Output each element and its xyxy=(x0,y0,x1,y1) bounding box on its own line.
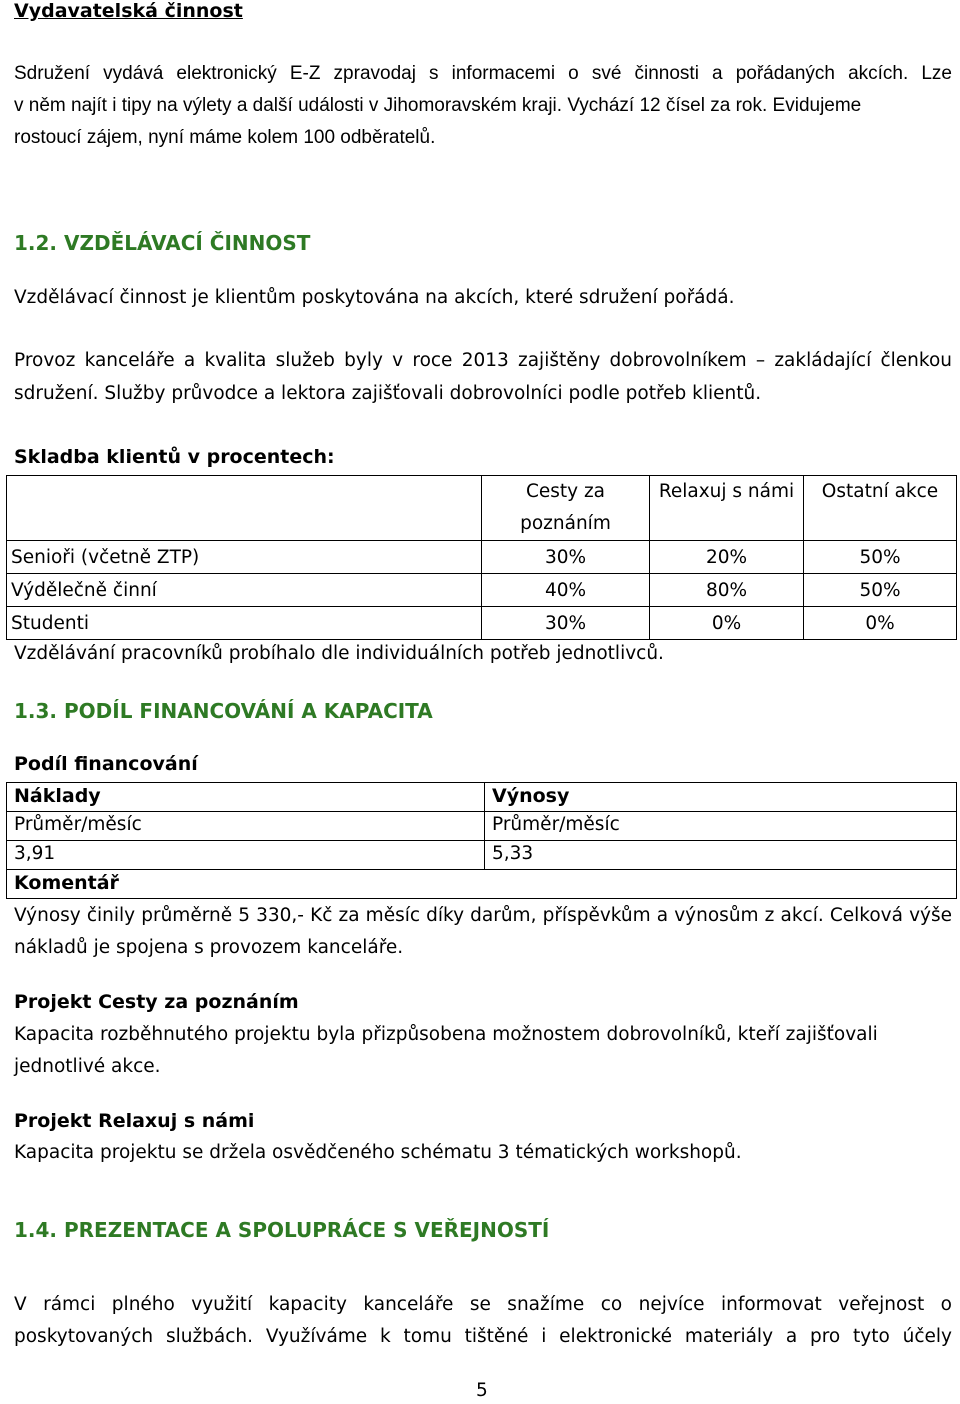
section-title-publishing: Vydavatelská činnost xyxy=(14,0,243,22)
header-cell-cesty xyxy=(482,476,650,541)
header-cesty-line-1: Cesty za xyxy=(525,481,606,502)
finance-grid-line xyxy=(6,898,957,899)
client-composition-table xyxy=(6,475,957,640)
cell-value: 0% xyxy=(650,607,804,640)
finance-grid-line xyxy=(6,869,957,870)
publishing-line-1: Sdružení vydává elektronický E-Z zpravodaj s informacemi o své činnosti a pořádaných akcích. Lze xyxy=(14,63,952,84)
header-cesty-line-2: poznáním xyxy=(520,513,611,534)
comment-label: Komentář xyxy=(14,872,119,894)
table-row xyxy=(7,607,957,640)
cell-value: 30% xyxy=(482,607,650,640)
financing-subheading: Podíl financování xyxy=(14,753,198,775)
comment-line-1: Výnosy činily průměrně 5 330,- Kč za měsíc díky darům, příspěvkům a výnosům z akcí. Celková výše xyxy=(14,905,952,926)
cell-value: 30% xyxy=(482,541,650,574)
education-para-2-line-2: sdružení. Služby průvodce a lektora zajišťovali dobrovolníci podle potřeb klientů. xyxy=(14,383,762,404)
row-label: Výdělečně činní xyxy=(7,574,482,607)
publishing-line-2: v něm najít i tipy na výlety a další události v Jihomoravském kraji. Vychází 12 čísel za rok. Evidujeme xyxy=(14,95,862,116)
project-2-title: Projekt Relaxuj s námi xyxy=(14,1110,255,1132)
cell-value: 20% xyxy=(650,541,804,574)
project-1-title: Projekt Cesty za poznáním xyxy=(14,991,299,1013)
finance-grid-line xyxy=(6,840,957,841)
table-row xyxy=(7,574,957,607)
page-number: 5 xyxy=(476,1380,488,1401)
heading-presentation: 1.4. PREZENTACE A SPOLUPRÁCE S VEŘEJNOSTÍ xyxy=(14,1218,550,1242)
finance-grid-line xyxy=(484,782,485,869)
project-1-line-1: Kapacita rozběhnutého projektu byla přizpůsobena možnostem dobrovolníků, kteří zajišťovali xyxy=(14,1024,878,1045)
cell-value: 50% xyxy=(804,541,957,574)
table-title: Skladba klientů v procentech: xyxy=(14,446,335,468)
revenue-value: 5,33 xyxy=(492,843,534,864)
table-row xyxy=(7,541,957,574)
heading-financing: 1.3. PODÍL FINANCOVÁNÍ A KAPACITA xyxy=(14,699,433,723)
finance-grid-line xyxy=(6,782,7,898)
finance-grid-line xyxy=(6,782,957,783)
education-para-1: Vzdělávací činnost je klientům poskytována na akcích, které sdružení pořádá. xyxy=(14,287,735,308)
project-2-line-1: Kapacita projektu se držela osvědčeného schématu 3 tématických workshopů. xyxy=(14,1142,742,1163)
cell-value: 40% xyxy=(482,574,650,607)
project-1-line-2: jednotlivé akce. xyxy=(14,1056,161,1077)
heading-education: 1.2. VZDĚLÁVACÍ ČINNOST xyxy=(14,231,311,255)
staff-training-text: Vzdělávání pracovníků probíhalo dle individuálních potřeb jednotlivců. xyxy=(14,643,664,664)
header-cell-relaxuj: Relaxuj s námi xyxy=(650,476,804,541)
finance-grid-line xyxy=(6,811,957,812)
costs-period: Průměr/měsíc xyxy=(14,814,142,835)
costs-label: Náklady xyxy=(14,785,101,807)
presentation-line-2: poskytovaných službách. Využíváme k tomu tištěné i elektronické materiály a pro tyto účely xyxy=(14,1326,952,1347)
costs-value: 3,91 xyxy=(14,843,56,864)
table-header-row xyxy=(7,476,957,541)
revenue-period: Průměr/měsíc xyxy=(492,814,620,835)
publishing-line-3: rostoucí zájem, nyní máme kolem 100 odběratelů. xyxy=(14,127,436,148)
finance-grid-line xyxy=(956,782,957,898)
education-para-2-line-1: Provoz kanceláře a kvalita služeb byly v roce 2013 zajištěny dobrovolníkem – zakládající členkou xyxy=(14,350,952,371)
revenue-label: Výnosy xyxy=(492,785,570,807)
cell-value: 0% xyxy=(804,607,957,640)
cell-value: 50% xyxy=(804,574,957,607)
row-label: Senioři (včetně ZTP) xyxy=(7,541,482,574)
comment-line-2: nákladů je spojena s provozem kanceláře. xyxy=(14,937,404,958)
header-empty-cell xyxy=(7,476,482,541)
presentation-line-1: V rámci plného využití kapacity kanceláře se snažíme co nejvíce informovat veřejnost o xyxy=(14,1294,952,1315)
row-label: Studenti xyxy=(7,607,482,640)
header-cell-ostatni: Ostatní akce xyxy=(804,476,957,541)
cell-value: 80% xyxy=(650,574,804,607)
